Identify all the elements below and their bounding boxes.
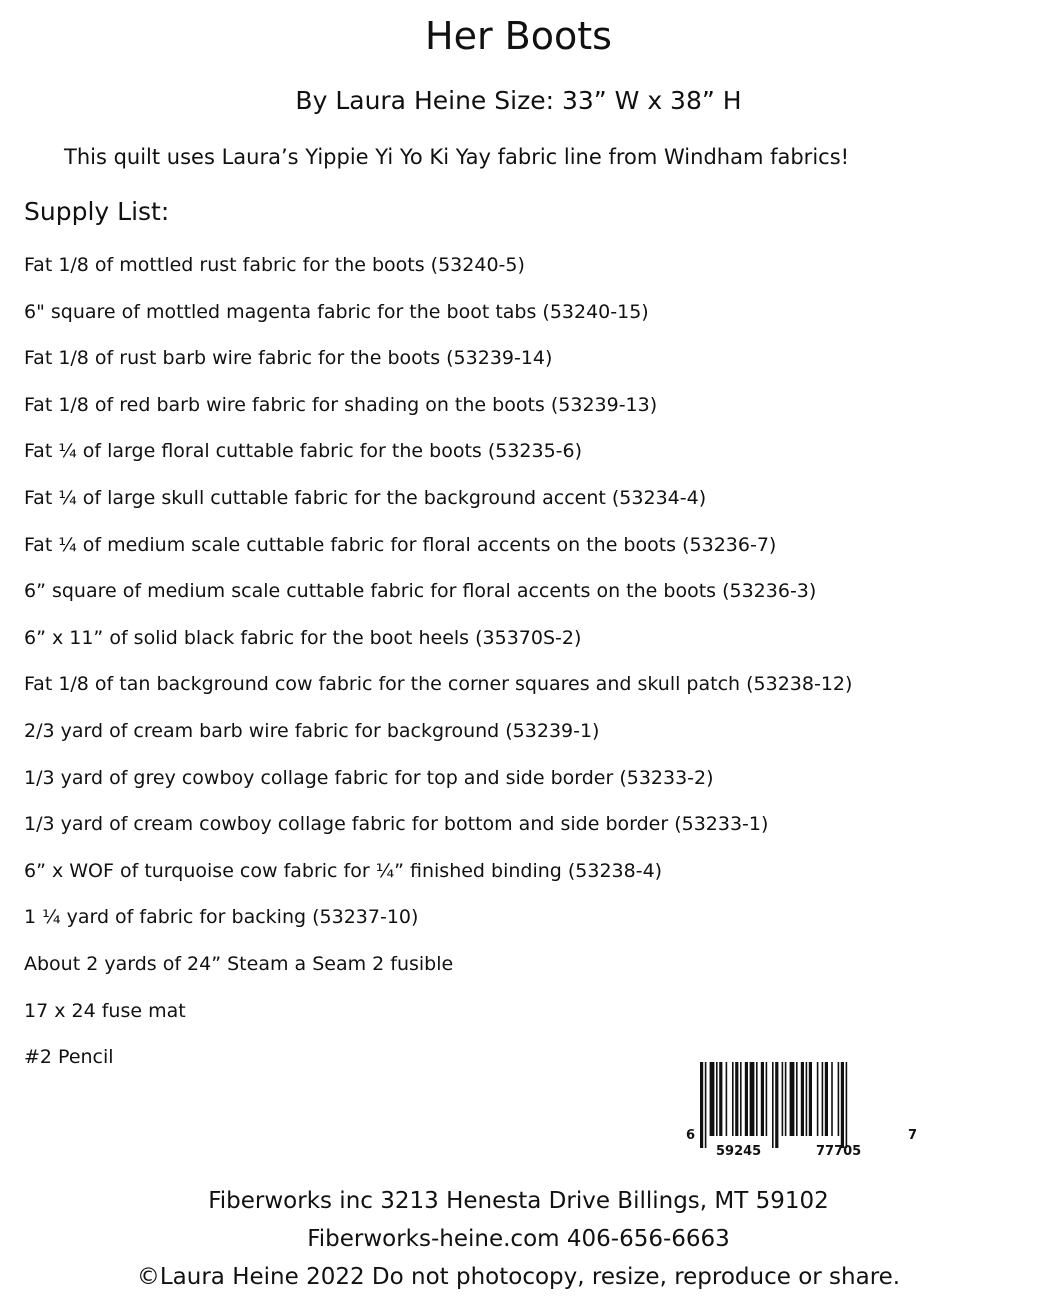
barcode-bar [756, 1062, 758, 1136]
barcode-bar [745, 1062, 748, 1136]
barcode-digit-left: 6 [686, 1128, 696, 1143]
upc-barcode [686, 1062, 922, 1162]
supply-item: Fat 1/8 of rust barb wire fabric for the boots (53239-14) [24, 347, 553, 370]
barcode-bar [716, 1062, 718, 1136]
barcode-group-right: 77705 [816, 1144, 862, 1159]
supply-item: Fat ¼ of large skull cuttable fabric for the background accent (53234-4) [24, 486, 707, 509]
barcode-bar [772, 1062, 774, 1148]
pattern-byline: By Laura Heine Size: 33” W x 38” H [295, 86, 742, 115]
supply-item: #2 Pencil [24, 1046, 114, 1069]
barcode-bar [735, 1062, 738, 1136]
page-title: Her Boots [425, 14, 612, 58]
supply-item: 6" square of mottled magenta fabric for the boot tabs (53240-15) [24, 300, 649, 323]
supply-item: 1 ¼ yard of fabric for backing (53237-10) [24, 906, 419, 929]
barcode-bar [846, 1062, 848, 1148]
barcode-bar [710, 1062, 715, 1136]
footer-copyright: ©Laura Heine 2022 Do not photocopy, resize, reproduce or share. [136, 1264, 901, 1290]
supply-item: 17 x 24 fuse mat [24, 999, 186, 1022]
barcode-bar [705, 1062, 707, 1148]
barcode-bar [726, 1062, 728, 1136]
barcode-bar [809, 1062, 812, 1136]
supply-item: Fat 1/8 of mottled rust fabric for the boots (53240-5) [24, 254, 525, 276]
barcode-bar [806, 1062, 808, 1136]
supply-item: 1/3 yard of grey cowboy collage fabric for top and side border (53233-2) [24, 766, 714, 789]
supply-item: Fat ¼ of medium scale cuttable fabric for floral accents on the boots (53236-7) [24, 533, 777, 556]
barcode-bars [698, 1062, 908, 1148]
supply-item: Fat 1/8 of tan background cow fabric for the corner squares and skull patch (53238-12) [24, 673, 853, 696]
intro-text: This quilt uses Laura’s Yippie Yi Yo Ki Yay fabric line from Windham fabrics! [64, 145, 850, 169]
footer-contact: Fiberworks-heine.com 406-656-6663 [307, 1226, 730, 1252]
barcode-bar [750, 1062, 755, 1136]
barcode-bar [831, 1062, 833, 1136]
barcode-group-left: 59245 [716, 1144, 762, 1159]
footer-address: Fiberworks inc 3213 Henesta Drive Billings, MT 59102 [208, 1188, 829, 1214]
barcode-bar [817, 1062, 819, 1136]
barcode-bar [782, 1062, 784, 1136]
barcode-bar [785, 1062, 787, 1136]
barcode-bar [841, 1062, 844, 1148]
barcode-bar [822, 1062, 824, 1136]
barcode-bar [825, 1062, 828, 1136]
barcode-bar [838, 1062, 840, 1136]
supply-item: 1/3 yard of cream cowboy collage fabric for bottom and side border (53233-1) [24, 813, 769, 836]
barcode-bar [775, 1062, 778, 1148]
supply-item: Fat ¼ of large floral cuttable fabric for the boots (53235-6) [24, 440, 583, 463]
barcode-bar [801, 1062, 804, 1136]
supply-item: 2/3 yard of cream barb wire fabric for background (53239-1) [24, 719, 600, 742]
barcode-bar [761, 1062, 764, 1136]
supply-item: 6” x WOF of turquoise cow fabric for ¼” finished binding (53238-4) [24, 859, 663, 882]
barcode-bar [732, 1062, 734, 1136]
barcode-bar [719, 1062, 722, 1136]
barcode-bar [740, 1062, 742, 1136]
supply-item: About 2 yards of 24” Steam a Seam 2 fusible [24, 952, 454, 975]
barcode-bar [766, 1062, 768, 1136]
barcode-bar [790, 1062, 795, 1136]
supply-item: 6” x 11” of solid black fabric for the boot heels (35370S-2) [24, 626, 582, 649]
supply-item: 6” square of medium scale cuttable fabric for floral accents on the boots (53236-3) [24, 580, 817, 603]
barcode-bar [700, 1062, 703, 1148]
supply-item: Fat 1/8 of red barb wire fabric for shading on the boots (53239-13) [24, 393, 658, 416]
supply-list-heading: Supply List: [24, 197, 170, 226]
barcode-digit-right: 7 [908, 1128, 918, 1143]
supply-list [24, 252, 1014, 1091]
barcode-bar [796, 1062, 798, 1136]
